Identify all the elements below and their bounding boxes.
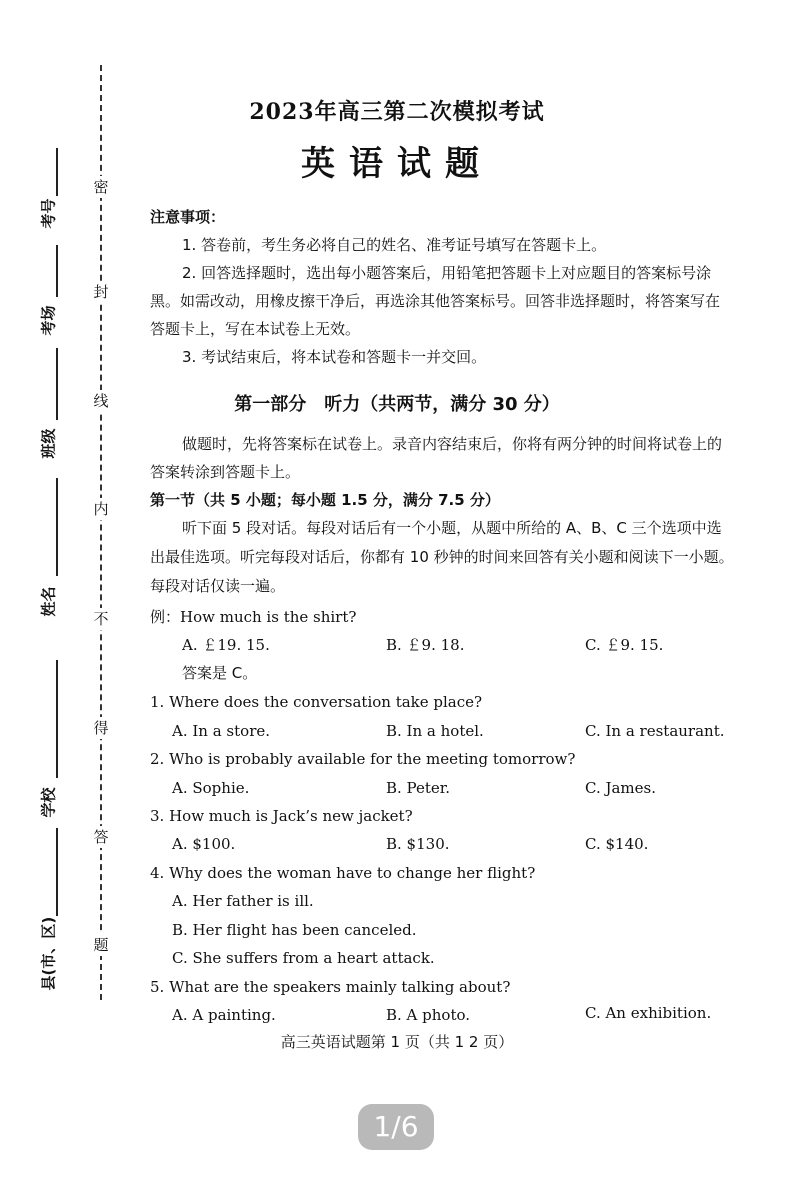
seal-char: 内 — [93, 500, 109, 518]
field-county-line — [56, 828, 58, 916]
example-option-a: A. ￡19. 15. — [182, 636, 270, 654]
field-exam-room-line — [56, 245, 58, 297]
exam-title: 2023年高三第二次模拟考试 — [249, 99, 545, 125]
question-5-option-c: C. An exhibition. — [585, 1004, 712, 1022]
seal-char: 不 — [93, 610, 109, 628]
example-question: 例：How much is the shirt? — [150, 608, 357, 626]
seal-char: 答 — [93, 828, 109, 846]
seal-char: 题 — [93, 936, 109, 954]
notice-heading: 注意事项： — [150, 208, 226, 226]
notice-line: 2. 回答选择题时，选出每小题答案后，用铅笔把答题卡上对应题目的答案标号涂 — [182, 264, 712, 282]
field-name-line — [56, 478, 58, 576]
question-1: 1. Where does the conversation take place? — [150, 693, 483, 711]
question-3-option-b: B. $130. — [386, 835, 450, 853]
page-indicator[interactable]: 1/6 — [358, 1104, 434, 1150]
field-exam-room-label: 考场 — [39, 305, 58, 336]
section1-instruction: 听下面 5 段对话。每段对话后有一个小题，从题中所给的 A、B、C 三个选项中选 — [182, 519, 722, 537]
question-1-option-c: C. In a restaurant. — [585, 722, 725, 740]
question-2-option-c: C. James. — [585, 779, 657, 797]
question-5: 5. What are the speakers mainly talking about? — [150, 978, 511, 996]
field-school-label: 学校 — [39, 787, 58, 818]
question-4: 4. Why does the woman have to change her flight? — [150, 864, 536, 882]
section1-instruction: 出最佳选项。听完每段对话后，你都有 10 秒钟的时间来回答有关小题和阅读下一小题。 — [150, 548, 734, 566]
example-option-b: B. ￡9. 18. — [386, 636, 465, 654]
seal-char: 线 — [93, 392, 109, 410]
question-5-option-a: A. A painting. — [172, 1006, 276, 1024]
field-exam-number-label: 考号 — [39, 198, 58, 229]
section1-instruction: 每段对话仅读一遍。 — [150, 577, 286, 595]
question-4-option-c: C. She suffers from a heart attack. — [172, 949, 435, 967]
question-1-option-b: B. In a hotel. — [386, 722, 484, 740]
notice-line: 黑。如需改动，用橡皮擦干净后，再选涂其他答案标号。回答非选择题时，将答案写在 — [150, 292, 721, 310]
notice-line: 1. 答卷前，考生务必将自己的姓名、准考证号填写在答题卡上。 — [182, 236, 607, 254]
question-3-option-a: A. $100. — [172, 835, 236, 853]
field-county-label: 县(市、区) — [39, 916, 58, 991]
seal-char: 密 — [93, 178, 109, 196]
example-option-c: C. ￡9. 15. — [585, 636, 664, 654]
notice-line: 3. 考试结束后，将本试卷和答题卡一并交回。 — [182, 348, 487, 366]
example-answer: 答案是 C。 — [182, 664, 258, 682]
field-class-label: 班级 — [39, 428, 58, 459]
question-4-option-b: B. Her flight has been canceled. — [172, 921, 417, 939]
exam-subject: 英语试题 — [301, 144, 493, 184]
question-5-option-b: B. A photo. — [386, 1006, 471, 1024]
part1-intro-line: 答案转涂到答题卡上。 — [150, 463, 301, 481]
seal-char: 封 — [93, 283, 109, 301]
field-school-line — [56, 660, 58, 778]
question-1-option-a: A. In a store. — [172, 722, 271, 740]
question-2-option-a: A. Sophie. — [172, 779, 250, 797]
part1-intro-line: 做题时，先将答案标在试卷上。录音内容结束后，你将有两分钟的时间将试卷上的 — [182, 435, 723, 453]
part1-heading: 第一部分 听力（共两节，满分 30 分） — [234, 394, 560, 415]
field-name-label: 姓名 — [39, 586, 58, 617]
question-3: 3. How much is Jack’s new jacket? — [150, 807, 413, 825]
question-3-option-c: C. $140. — [585, 835, 649, 853]
notice-line: 答题卡上，写在本试卷上无效。 — [150, 320, 361, 338]
question-2-option-b: B. Peter. — [386, 779, 451, 797]
question-4-option-a: A. Her father is ill. — [172, 892, 314, 910]
question-2: 2. Who is probably available for the meeting tomorrow? — [150, 750, 576, 768]
seal-line — [100, 65, 102, 1000]
section1-heading: 第一节（共 5 小题；每小题 1.5 分，满分 7.5 分） — [150, 491, 500, 509]
page-footer: 高三英语试题第 1 页（共 1 2 页） — [280, 1033, 514, 1051]
seal-char: 得 — [93, 719, 109, 737]
